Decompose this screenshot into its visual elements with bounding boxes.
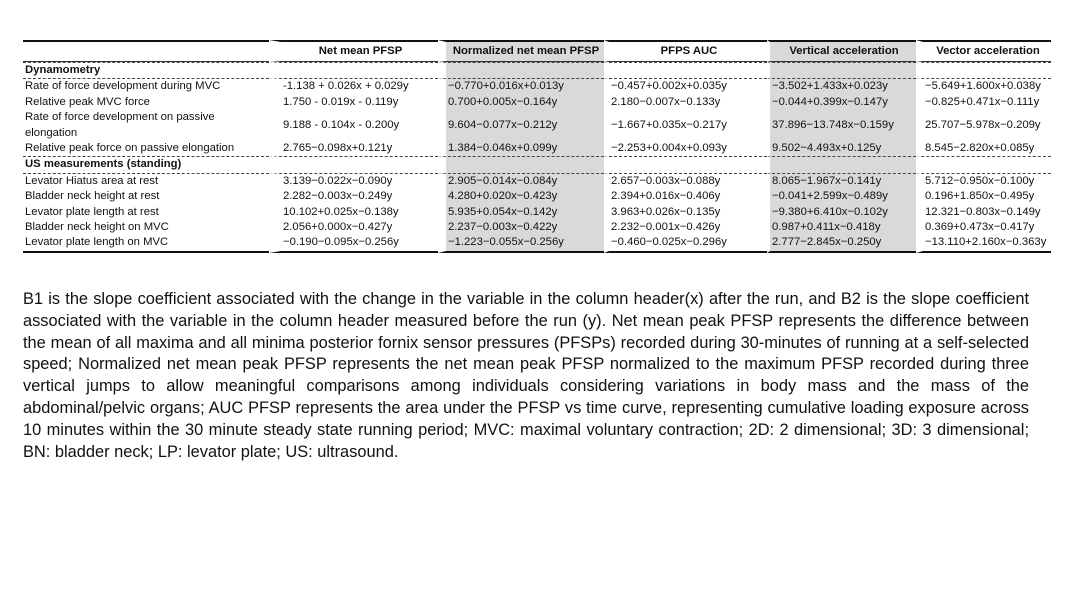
header-vector-acceleration: Vector acceleration <box>916 40 1051 62</box>
section-empty-cell <box>916 156 1051 173</box>
section-empty-cell <box>269 62 438 79</box>
regression-table <box>23 40 1051 253</box>
equation-cell: −0.457+0.002x+0.035y <box>604 79 767 94</box>
equation-cell: 4.280+0.020x−0.423y <box>438 189 604 204</box>
equation-cell: 2.180−0.007x−0.133y <box>604 95 767 110</box>
equation-cell: 25.707−5.978x−0.209y <box>916 110 1051 141</box>
equation-cell: 37.896−13.748x−0.159y <box>767 110 916 141</box>
section-empty-cell <box>438 156 604 173</box>
section-empty-cell <box>604 62 767 79</box>
equation-cell: 2.056+0.000x−0.427y <box>269 220 438 235</box>
row-label: Bladder neck height on MVC <box>25 221 169 234</box>
equation-cell: −2.253+0.004x+0.093y <box>604 141 767 156</box>
row-label: Rate of force development during MVC <box>25 80 221 93</box>
equation-cell: −0.770+0.016x+0.013y <box>438 79 604 94</box>
header-net-mean-pfsp: Net mean PFSP <box>269 40 438 62</box>
equation-cell: 2.765−0.098x+0.121y <box>269 141 438 156</box>
equation-cell: −1.223−0.055x−0.256y <box>438 235 604 252</box>
equation-cell: 2.282−0.003x−0.249y <box>269 189 438 204</box>
table-header-row <box>23 40 1051 62</box>
equation-cell: −13.110+2.160x−0.363y <box>916 235 1051 252</box>
regression-table-container <box>23 40 1051 253</box>
table-row <box>23 174 1051 189</box>
equation-cell: 10.102+0.025x−0.138y <box>269 205 438 220</box>
table-row <box>23 220 1051 235</box>
equation-cell: 1.384−0.046x+0.099y <box>438 141 604 156</box>
equation-cell: 9.502−4.493x+0.125y <box>767 141 916 156</box>
section-title: US measurements (standing) <box>23 156 269 173</box>
table-row <box>23 95 1051 110</box>
equation-cell: 2.905−0.014x−0.084y <box>438 174 604 189</box>
equation-cell: 5.712−0.950x−0.100y <box>916 174 1051 189</box>
equation-cell: −0.041+2.599x−0.489y <box>767 189 916 204</box>
row-label: Rate of force development on passive elongation <box>25 111 215 139</box>
table-row <box>23 141 1051 156</box>
row-label: Relative peak MVC force <box>25 95 150 108</box>
equation-cell: 3.963+0.026x−0.135y <box>604 205 767 220</box>
row-label: Bladder neck height at rest <box>25 190 160 203</box>
equation-cell: 8.545−2.820x+0.085y <box>916 141 1051 156</box>
equation-cell: 8.065−1.967x−0.141y <box>767 174 916 189</box>
section-empty-cell <box>767 156 916 173</box>
equation-cell: −3.502+1.433x+0.023y <box>767 79 916 94</box>
equation-cell: 12.321−0.803x−0.149y <box>916 205 1051 220</box>
equation-cell: 2.394+0.016x−0.406y <box>604 189 767 204</box>
table-row <box>23 235 1051 252</box>
equation-cell: −1.667+0.035x−0.217y <box>604 110 767 141</box>
equation-cell: 9.604−0.077x−0.212y <box>438 110 604 141</box>
equation-cell: 0.987+0.411x−0.418y <box>767 220 916 235</box>
table-row <box>23 110 1051 141</box>
section-empty-cell <box>604 156 767 173</box>
section-empty-cell <box>438 62 604 79</box>
equation-cell: 2.237−0.003x−0.422y <box>438 220 604 235</box>
row-label: Levator Hiatus area at rest <box>25 174 159 187</box>
equation-cell: −0.044+0.399x−0.147y <box>767 95 916 110</box>
table-caption: B1 is the slope coefficient associated with the change in the variable in the column header(x) after the run, and B2 is the slope coefficient associated with the variable in the column header measured before the run (y). Net mean peak PFSP represents the difference between the mean of all maxima and all minima posterior fornix sensor pressures (PFSPs) recorded during 30-minutes of running at a self-selected speed; Normalized net mean peak PFSP represents the net mean peak PFSP normalized to the maximum PFSP recorded during three vertical jumps to allow meaningful comparisons among individuals considering variations in body mass and the mass of the abdominal/pelvic organs; AUC PFSP represents the area under the PFSP vs time curve, representing cumulative loading exposure across 10 minutes within the 30 minute steady state running period; MVC: maximal voluntary contraction; 2D: 2 dimensional; 3D: 3 dimensional; BN: bladder neck; LP: levator plate; US: ultrasound. <box>23 290 1029 461</box>
equation-cell: -1.138 + 0.026x + 0.029y <box>269 79 438 94</box>
table-row <box>23 79 1051 94</box>
equation-cell: 5.935+0.054x−0.142y <box>438 205 604 220</box>
equation-cell: 1.750 - 0.019x - 0.119y <box>269 95 438 110</box>
table-body <box>23 62 1051 253</box>
equation-cell: 0.369+0.473x−0.417y <box>916 220 1051 235</box>
equation-cell: −0.190−0.095x−0.256y <box>269 235 438 252</box>
equation-cell: −0.460−0.025x−0.296y <box>604 235 767 252</box>
table-row <box>23 205 1051 220</box>
equation-cell: −0.825+0.471x−0.111y <box>916 95 1051 110</box>
section-header-row <box>23 62 1051 79</box>
equation-cell: 2.657−0.003x−0.088y <box>604 174 767 189</box>
equation-cell: 0.700+0.005x−0.164y <box>438 95 604 110</box>
section-header-row <box>23 156 1051 173</box>
section-empty-cell <box>916 62 1051 79</box>
section-title: Dynamometry <box>23 62 269 79</box>
equation-cell: −5.649+1.600x+0.038y <box>916 79 1051 94</box>
header-vertical-acceleration: Vertical acceleration <box>767 40 916 62</box>
equation-cell: 2.232−0.001x−0.426y <box>604 220 767 235</box>
header-normalized-net-mean-pfsp: Normalized net mean PFSP <box>438 40 604 62</box>
equation-cell: 0.196+1.850x−0.495y <box>916 189 1051 204</box>
row-label: Levator plate length at rest <box>25 205 159 218</box>
row-label: Levator plate length on MVC <box>23 235 269 252</box>
equation-cell: 2.777−2.845x−0.250y <box>767 235 916 252</box>
equation-cell: 9.188 - 0.104x - 0.200y <box>269 110 438 141</box>
equation-cell: −9.380+6.410x−0.102y <box>767 205 916 220</box>
section-empty-cell <box>767 62 916 79</box>
equation-cell: 3.139−0.022x−0.090y <box>269 174 438 189</box>
table-row <box>23 189 1051 204</box>
header-pfps-auc: PFPS AUC <box>604 40 767 62</box>
row-label: Relative peak force on passive elongation <box>25 142 235 155</box>
section-empty-cell <box>269 156 438 173</box>
header-cell-blank <box>23 40 269 62</box>
